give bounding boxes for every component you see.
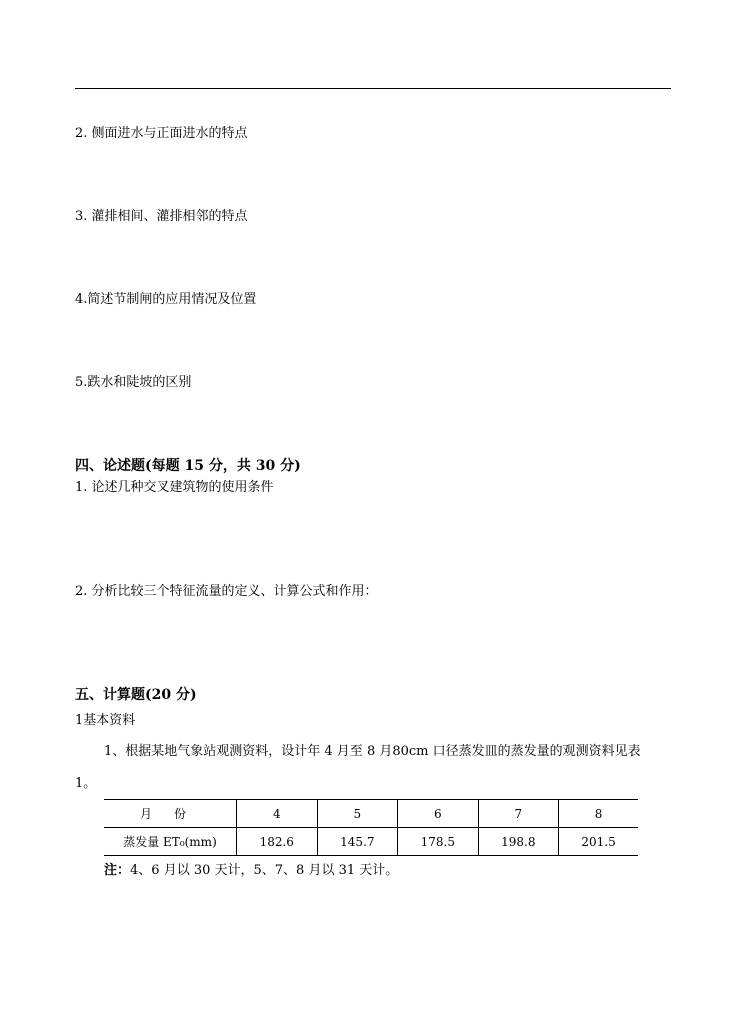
paragraph-line-2: 1。 xyxy=(75,776,97,791)
note-label: 注： xyxy=(104,863,131,878)
table-note xyxy=(104,863,398,879)
month-cell: 7 xyxy=(478,800,559,828)
month-cell: 4 xyxy=(237,800,318,828)
question-5-drop-vs-chute: 5.跌水和陡坡的区别 xyxy=(75,375,192,390)
month-header-cell: 月份 xyxy=(104,800,237,828)
note-text: 4、6 月以 30 天计，5、7、8 月以 31 天计。 xyxy=(130,863,399,878)
question-3-irrigation-drainage: 3. 灌排相间、灌排相邻的特点 xyxy=(75,209,248,224)
basic-data-subheading: 1基本资料 xyxy=(75,713,136,728)
paragraph-line-1: 1、根据某地气象站观测资料，设计年 4 月至 8 月80cm 口径蒸发皿的蒸发量的观测资料见表 xyxy=(104,744,641,759)
essay-question-2: 2. 分析比较三个特征流量的定义、计算公式和作用： xyxy=(75,584,378,599)
evaporation-label-cell: 蒸发量 ET₀(mm) xyxy=(104,828,237,856)
evaporation-value-cell: 178.5 xyxy=(398,828,479,856)
table-row xyxy=(104,828,638,856)
essay-question-1: 1. 论述几种交叉建筑物的使用条件 xyxy=(75,480,274,495)
evaporation-value-cell: 201.5 xyxy=(559,828,638,856)
evaporation-value-cell: 198.8 xyxy=(478,828,559,856)
month-cell: 6 xyxy=(398,800,479,828)
section-4-heading: 四、论述题(每题 15 分，共 30 分) xyxy=(75,458,301,474)
month-cell: 8 xyxy=(559,800,638,828)
evaporation-value-cell: 182.6 xyxy=(237,828,318,856)
evaporation-value-cell: 145.7 xyxy=(317,828,398,856)
question-4-check-gate: 4.简述节制闸的应用情况及位置 xyxy=(75,292,257,307)
section-5-heading: 五、计算题(20 分) xyxy=(75,687,197,703)
header-rule xyxy=(75,88,671,89)
question-2-side-vs-front-intake: 2. 侧面进水与正面进水的特点 xyxy=(75,126,248,141)
month-cell: 5 xyxy=(317,800,398,828)
evaporation-table xyxy=(104,799,638,856)
table-header-row xyxy=(104,800,638,828)
